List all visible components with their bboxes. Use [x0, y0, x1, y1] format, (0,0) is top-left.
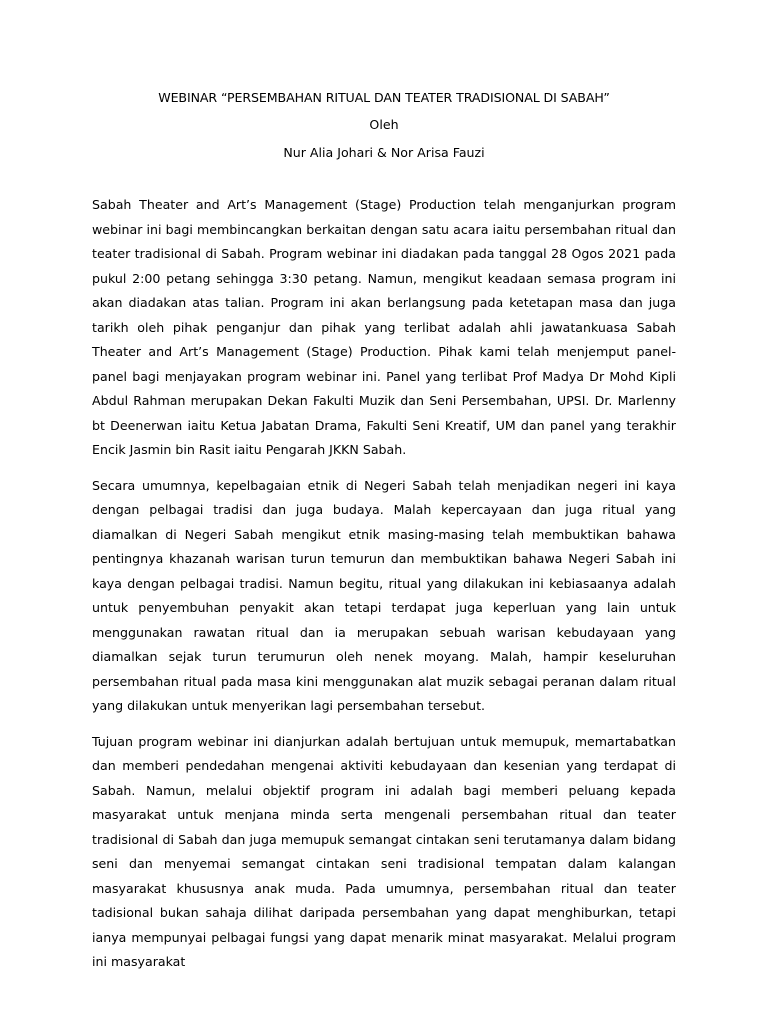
document-body [92, 193, 676, 986]
document-title: WEBINAR “PERSEMBAHAN RITUAL DAN TEATER TRADISIONAL DI SABAH” [158, 90, 610, 105]
paragraph-1: Sabah Theater and Art’s Management (Stage) Production telah menganjurkan program webinar ini bagi membincangkan berkaitan dengan satu acara iaitu persembahan ritual dan teater tradisional di Sabah. Program webinar ini diadakan pada tanggal 28 Ogos 2021 pada pukul 2:00 petang sehingga 3:30 petang. Namun, mengikut keadaan semasa program ini akan diadakan atas talian. Program ini akan berlangsung pada ketetapan masa dan juga tarikh oleh pihak penganjur dan pihak yang terlibat adalah ahli jawatankuasa Sabah Theater and Art’s Management (Stage) Production. Pihak kami telah menjemput panel-panel bagi menjayakan program webinar ini. Panel yang terlibat Prof Madya Dr Mohd Kipli Abdul Rahman merupakan Dekan Fakulti Muzik dan Seni Persembahan, UPSI. Dr. Marlenny bt Deenerwan iaitu Ketua Jabatan Drama, Fakulti Seni Kreatif, UM dan panel yang terakhir Encik Jasmin bin Rasit iaitu Pengarah JKKN Sabah. [92, 197, 676, 457]
byline-oleh: Oleh [369, 117, 399, 132]
byline-authors: Nur Alia Johari & Nor Arisa Fauzi [283, 145, 485, 160]
paragraph-3: Tujuan program webinar ini dianjurkan adalah bertujuan untuk memupuk, memartabatkan dan memberi pendedahan mengenai aktiviti kebudayaan dan kesenian yang terdapat di Sabah. Namun, melalui objektif program ini adalah bagi memberi peluang kepada masyarakat untuk menjana minda serta mengenali persembahan ritual dan teater tradisional di Sabah dan juga memupuk semangat cintakan seni terutamanya dalam bidang seni dan menyemai semangat cintakan seni tradisional tempatan dalam kalangan masyarakat khususnya anak muda. Pada umumnya, persembahan ritual dan teater tadisional bukan sahaja dilihat daripada persembahan yang dapat menghiburkan, tetapi ianya mempunyai pelbagai fungsi yang dapat menarik minat masyarakat. Melalui program ini masyarakat [92, 733, 676, 969]
paragraph-2: Secara umumnya, kepelbagaian etnik di Negeri Sabah telah menjadikan negeri ini kaya dengan pelbagai tradisi dan juga budaya. Malah kepercayaan dan juga ritual yang diamalkan di Negeri Sabah mengikut etnik masing-masing telah membuktikan bahawa pentingnya khazanah warisan turun temurun dan membuktikan bahawa Negeri Sabah ini kaya dengan pelbagai tradisi. Namun begitu, ritual yang dilakukan ini kebiasaanya adalah untuk penyembuhan penyakit akan tetapi terdapat juga keperluan yang lain untuk menggunakan rawatan ritual dan ia merupakan sebuah warisan kebudayaan yang diamalkan sejak turun terumurun oleh nenek moyang. Malah, hampir keseluruhan persembahan ritual pada masa kini menggunakan alat muzik sebagai peranan dalam ritual yang dilakukan untuk menyerikan lagi persembahan tersebut. [92, 477, 676, 713]
